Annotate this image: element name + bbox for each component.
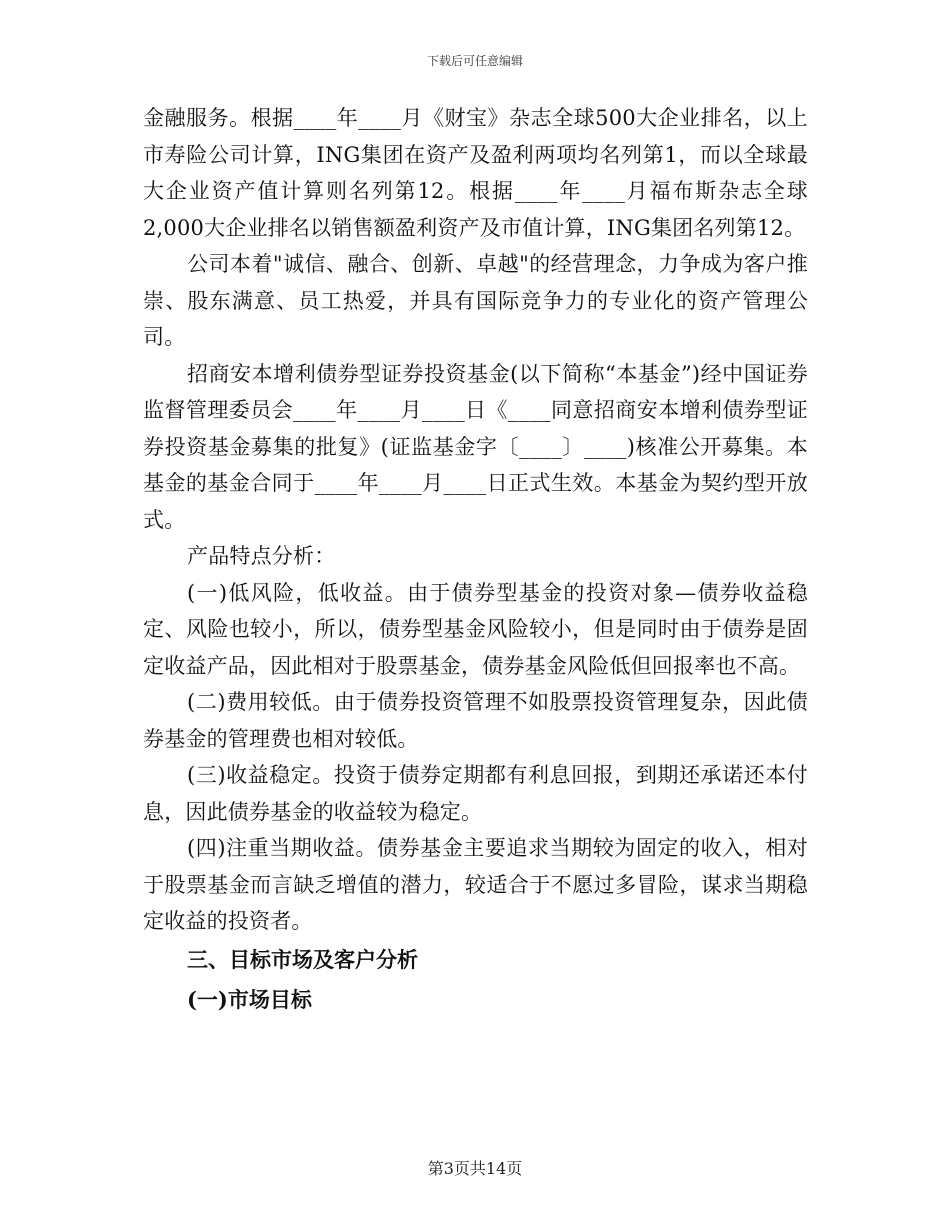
subsection-heading-market-goal: (一)市场目标 — [187, 986, 312, 1012]
paragraph-feature-low-cost: (二)费用较低。由于债券投资管理不如股票投资管理复杂，因此债券基金的管理费也相对较低。 — [143, 690, 808, 751]
section-heading-target-market: 三、目标市场及客户分析 — [187, 946, 418, 972]
paragraph-feature-current-income: (四)注重当期收益。债券基金主要追求当期较为固定的收入，相对于股票基金而言缺乏增值的潜力，较适合于不愿过多冒险，谋求当期稳定收益的投资者。 — [143, 836, 808, 933]
page-header: 下载后可任意编辑 — [426, 54, 523, 68]
paragraph-ing-ranking: 金融服务。根据____年____月《财宝》杂志全球500大企业排名，以上市寿险公司计算，ING集团在资产及盈利两项均名列第1，而以全球最大企业资产值计算则名列第12。根据____年____月福布斯杂志全球2,000大企业排名以销售额盈利资产及市值计算，ING集团名列第12。 — [143, 106, 808, 240]
paragraph-company-philosophy: 公司本着"诚信、融合、创新、卓越"的经营理念，力争成为客户推崇、股东满意、员工热爱，并具有国际竞争力的专业化的资产管理公司。 — [143, 252, 808, 349]
paragraph-fund-approval: 招商安本增利债券型证券投资基金(以下简称“本基金”)经中国证券监督管理委员会____年____月____日《____同意招商安本增利债券型证券投资基金募集的批复》(证监基金字〔____〕____)核准公开募集。本基金的基金合同于____年____月____日正式生效。本基金为契约型开放式。 — [143, 361, 808, 532]
paragraph-product-analysis-label: 产品特点分析： — [187, 544, 336, 568]
page-footer: 第3页共14页 — [427, 1159, 523, 1178]
document-body — [143, 100, 808, 1020]
paragraph-feature-stable-income: (三)收益稳定。投资于债券定期都有利息回报，到期还承诺还本付息，因此债券基金的收益较为稳定。 — [143, 763, 808, 824]
paragraph-feature-low-risk: (一)低风险，低收益。由于债券型基金的投资对象—债券收益稳定、风险也较小，所以，债券型基金风险较小，但是同时由于债券是固定收益产品，因此相对于股票基金，债券基金风险低但回报率也不高。 — [143, 580, 808, 678]
